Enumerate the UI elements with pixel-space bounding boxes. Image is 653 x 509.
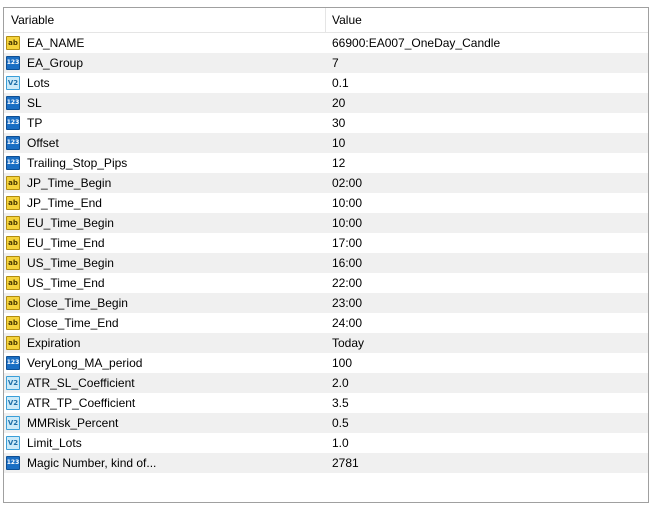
variable-value: 12: [332, 156, 346, 170]
variable-cell: [4, 393, 326, 413]
value-column-header[interactable]: [326, 8, 648, 32]
table-row[interactable]: [4, 353, 648, 373]
variable-value: 0.1: [332, 76, 349, 90]
value-cell[interactable]: [326, 53, 648, 73]
variable-cell: [4, 133, 326, 153]
double-type-icon: V2: [6, 376, 20, 390]
variable-name: Close_Time_Begin: [27, 296, 128, 310]
table-row[interactable]: [4, 93, 648, 113]
string-type-icon: ab: [6, 216, 20, 230]
variable-value: Today: [332, 336, 365, 350]
table-row[interactable]: [4, 273, 648, 293]
variable-name: ATR_SL_Coefficient: [27, 376, 135, 390]
table-row[interactable]: [4, 333, 648, 353]
string-type-icon: ab: [6, 296, 20, 310]
table-row[interactable]: [4, 373, 648, 393]
table-row[interactable]: [4, 253, 648, 273]
variable-cell: [4, 153, 326, 173]
table-row[interactable]: [4, 453, 648, 473]
value-column-label: Value: [332, 13, 362, 27]
variable-value: 7: [332, 56, 339, 70]
value-cell[interactable]: [326, 253, 648, 273]
variable-cell: [4, 73, 326, 93]
table-row[interactable]: [4, 173, 648, 193]
variable-cell: [4, 313, 326, 333]
integer-type-icon: 123: [6, 156, 20, 170]
value-cell[interactable]: [326, 313, 648, 333]
table-row[interactable]: [4, 133, 648, 153]
variable-name: US_Time_End: [27, 276, 105, 290]
value-cell[interactable]: [326, 133, 648, 153]
table-row[interactable]: [4, 293, 648, 313]
variable-column-label: Variable: [11, 13, 55, 27]
value-cell[interactable]: [326, 153, 648, 173]
variable-cell: [4, 213, 326, 233]
variable-name: Offset: [27, 136, 59, 150]
table-row[interactable]: [4, 33, 648, 53]
string-type-icon: ab: [6, 236, 20, 250]
variable-cell: [4, 273, 326, 293]
variable-value: 100: [332, 356, 353, 370]
table-row[interactable]: [4, 433, 648, 453]
value-cell[interactable]: [326, 333, 648, 353]
variable-cell: [4, 113, 326, 133]
variable-cell: [4, 173, 326, 193]
double-type-icon: V2: [6, 436, 20, 450]
integer-type-icon: 123: [6, 136, 20, 150]
variable-value: 02:00: [332, 176, 363, 190]
variable-cell: [4, 413, 326, 433]
variable-value: 16:00: [332, 256, 363, 270]
value-cell[interactable]: [326, 93, 648, 113]
grid-header: [4, 8, 648, 33]
string-type-icon: ab: [6, 276, 20, 290]
value-cell[interactable]: [326, 213, 648, 233]
variable-name: JP_Time_End: [27, 196, 102, 210]
variable-name: Close_Time_End: [27, 316, 119, 330]
value-cell[interactable]: [326, 433, 648, 453]
table-row[interactable]: [4, 233, 648, 253]
variable-cell: [4, 353, 326, 373]
variable-column-header[interactable]: [4, 8, 326, 32]
table-row[interactable]: [4, 73, 648, 93]
table-row[interactable]: [4, 213, 648, 233]
variable-name: SL: [27, 96, 42, 110]
value-cell[interactable]: [326, 373, 648, 393]
variable-value: 66900:EA007_OneDay_Candle: [332, 36, 501, 50]
table-row[interactable]: [4, 153, 648, 173]
variable-value: 3.5: [332, 396, 349, 410]
value-cell[interactable]: [326, 173, 648, 193]
table-row[interactable]: [4, 53, 648, 73]
variable-name: TP: [27, 116, 43, 130]
variable-cell: [4, 373, 326, 393]
value-cell[interactable]: [326, 33, 648, 53]
variable-value: 2.0: [332, 376, 349, 390]
variable-name: VeryLong_MA_period: [27, 356, 143, 370]
variable-cell: [4, 293, 326, 313]
variable-cell: [4, 433, 326, 453]
variable-value: 20: [332, 96, 346, 110]
table-row[interactable]: [4, 413, 648, 433]
double-type-icon: V2: [6, 396, 20, 410]
variable-value: 17:00: [332, 236, 363, 250]
variable-name: US_Time_Begin: [27, 256, 114, 270]
variable-cell: [4, 193, 326, 213]
double-type-icon: V2: [6, 416, 20, 430]
string-type-icon: ab: [6, 256, 20, 270]
value-cell[interactable]: [326, 293, 648, 313]
string-type-icon: ab: [6, 36, 20, 50]
table-row[interactable]: [4, 313, 648, 333]
string-type-icon: ab: [6, 196, 20, 210]
table-row[interactable]: [4, 193, 648, 213]
variable-name: Lots: [27, 76, 50, 90]
variable-value: 10: [332, 136, 346, 150]
value-cell[interactable]: [326, 113, 648, 133]
variable-name: ATR_TP_Coefficient: [27, 396, 136, 410]
variable-value: 22:00: [332, 276, 363, 290]
variable-value: 10:00: [332, 216, 363, 230]
value-cell[interactable]: [326, 273, 648, 293]
variable-name: EU_Time_End: [27, 236, 105, 250]
string-type-icon: ab: [6, 316, 20, 330]
variable-name: JP_Time_Begin: [27, 176, 112, 190]
variable-name: EA_Group: [27, 56, 84, 70]
value-cell[interactable]: [326, 393, 648, 413]
table-row[interactable]: [4, 393, 648, 413]
table-row[interactable]: [4, 113, 648, 133]
value-cell[interactable]: [326, 413, 648, 433]
value-cell[interactable]: [326, 353, 648, 373]
variable-value: 10:00: [332, 196, 363, 210]
variable-cell: [4, 53, 326, 73]
variable-name: MMRisk_Percent: [27, 416, 119, 430]
variable-cell: [4, 333, 326, 353]
integer-type-icon: 123: [6, 356, 20, 370]
variable-name: Magic Number, kind of...: [27, 456, 157, 470]
inputs-grid: [3, 7, 649, 503]
integer-type-icon: 123: [6, 456, 20, 470]
variable-cell: [4, 233, 326, 253]
variable-value: 0.5: [332, 416, 349, 430]
value-cell[interactable]: [326, 193, 648, 213]
integer-type-icon: 123: [6, 116, 20, 130]
variable-name: Limit_Lots: [27, 436, 82, 450]
integer-type-icon: 123: [6, 96, 20, 110]
variable-name: Trailing_Stop_Pips: [27, 156, 128, 170]
value-cell[interactable]: [326, 453, 648, 473]
integer-type-icon: 123: [6, 56, 20, 70]
double-type-icon: V2: [6, 76, 20, 90]
value-cell[interactable]: [326, 233, 648, 253]
variable-name: Expiration: [27, 336, 81, 350]
variable-cell: [4, 93, 326, 113]
variable-name: EA_NAME: [27, 36, 85, 50]
variable-cell: [4, 453, 326, 473]
variable-value: 2781: [332, 456, 359, 470]
variable-cell: [4, 33, 326, 53]
value-cell[interactable]: [326, 73, 648, 93]
variable-value: 23:00: [332, 296, 363, 310]
variable-name: EU_Time_Begin: [27, 216, 114, 230]
string-type-icon: ab: [6, 176, 20, 190]
parameter-rows: [4, 33, 648, 473]
variable-value: 30: [332, 116, 346, 130]
string-type-icon: ab: [6, 336, 20, 350]
variable-value: 24:00: [332, 316, 363, 330]
variable-value: 1.0: [332, 436, 349, 450]
variable-cell: [4, 253, 326, 273]
